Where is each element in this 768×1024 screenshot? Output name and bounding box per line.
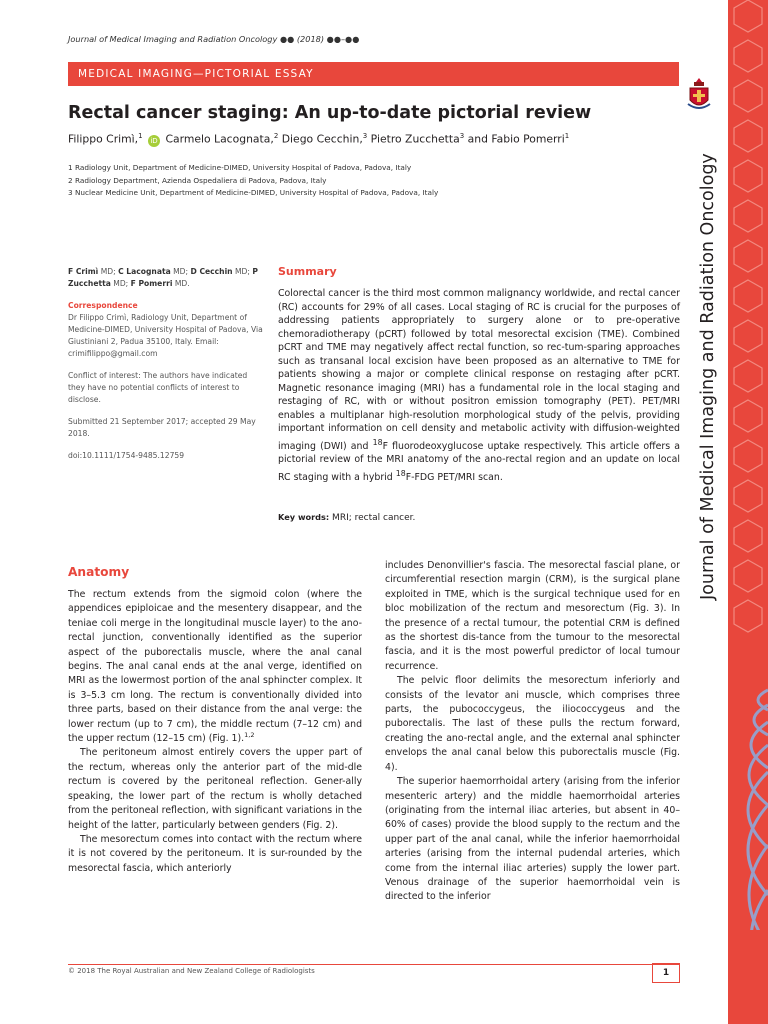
keywords <box>278 512 415 523</box>
author-list <box>68 132 569 147</box>
correspondence-heading: Correspondence <box>68 301 138 310</box>
author-name[interactable]: Carmelo Lacognata, <box>165 132 274 146</box>
body-column-right <box>385 559 680 905</box>
body-paragraph: includes Denonvillier's fascia. The mesorectal fascial plane, or circumferential resection margin (CRM), is the surgical plane exploited in TME, which is the surgical technique used for en bloc mobilization of the rectum and mesorectum (Fig. 3). In the presence of a rectal tumour, the potential CRM is defined as the shortest dis-tance from the tumour to the mesorectal fascia, and it is the most powerful predictor of local tumour recurrence. <box>385 560 680 672</box>
keywords-label: Key words: <box>278 512 330 522</box>
body-paragraph: The superior haemorrhoidal artery (arising from the inferior mesenteric artery) and the middle haemorrhoidal arteries (originating from the internal iliac arteries, but absent in 40–60% of cases) provide the blood supply to the rectum and the upper part of the anal canal, while the inferior haemorrhoidal arteries (arising from the internal pudendal arteries, which come from the internal iliac arteries) supply the lower part. Venous drainage of the superior haemorrhoidal vein is directed to the inferior <box>385 776 680 903</box>
citation-ref[interactable]: 1,2 <box>244 730 255 739</box>
article-title: Rectal cancer staging: An up-to-date pictorial review <box>68 103 592 123</box>
summary-heading: Summary <box>278 265 337 278</box>
running-head: Journal of Medical Imaging and Radiation Oncology ●● (2018) ●●–●● <box>68 34 360 44</box>
author-name[interactable]: Fabio Pomerri <box>491 132 565 146</box>
author-affil-ref: 1 <box>564 132 570 140</box>
body-column-left <box>68 588 362 876</box>
article-sidebar <box>68 266 264 472</box>
author-name[interactable]: Filippo Crimì, <box>68 132 139 146</box>
copyright: © 2018 The Royal Australian and New Zealand College of Radiologists <box>68 967 315 975</box>
author-name[interactable]: Pietro Zucchetta <box>370 132 460 146</box>
body-paragraph: The pelvic floor delimits the mesorectum inferiorly and consists of the levator ani muscle, which comprises three parts, the pubococcygeus, the iliococcygeus and the puborectalis. The last of these pulls the rectum forward, creating the ano-rectal angle, and the external anal sphincter envelops the anal canal below this puborectalis muscle (Fig. 4). <box>385 675 680 773</box>
affiliation-line: 1 Radiology Unit, Department of Medicine-DIMED, University Hospital of Padova, Padova, Italy <box>68 163 412 172</box>
page-number: 1 <box>652 963 680 983</box>
college-crest-icon <box>686 76 712 112</box>
keywords-list: MRI; rectal cancer. <box>329 513 416 523</box>
orcid-icon[interactable]: iD <box>148 135 160 147</box>
body-paragraph: The mesorectum comes into contact with the rectum where it is not covered by the peritoneum. It is sur-rounded by the mesorectal fascia, which anteriorly <box>68 833 362 874</box>
author-name[interactable]: Diego Cecchin, <box>281 132 363 146</box>
banner-label: MEDICAL IMAGING—PICTORIAL ESSAY <box>78 68 314 80</box>
affiliation-line: 2 Radiology Department, Azienda Ospedaliera di Padova, Padova, Italy <box>68 175 327 185</box>
affiliations <box>68 162 438 200</box>
authors-conjunction: and <box>467 132 488 146</box>
decorative-edge-strip <box>728 0 768 1024</box>
body-paragraph: The rectum extends from the sigmoid colon (where the appendices epiploicae and the mesentery disappear, and the teniae coli merge in the longitudinal muscle layer) to the ano-rectal junction, conventionally identified as the superior aspect of the puborectalis muscle, where the anal canal begins. The anal canal ends at the anal verge, identified on MRI as the lowermost portion of the anal sphincter complex. It is 3–5.3 cm long. The rectum is conventionally divided into three parts, based on their distance from the anal verge: the lower rectum (up to 7 cm), the middle rectum (7–12 cm) and the upper rectum (12–15 cm) (Fig. 1).$^{1,2}$ <box>68 589 362 745</box>
conflict-statement: Conflict of interest: The authors have indicated they have no potential conflicts of interest to disclose. <box>68 371 248 404</box>
body-paragraph: The peritoneum almost entirely covers the upper part of the rectum, whereas only the anterior part of the mid-dle rectum is covered by the peritoneal reflection. Gener-ally speaking, the lower part of the rectum is wholly detached from the peritoneal reflection, with significant variations in the height of the latter, particularly between genders (Fig. 2). <box>68 747 362 831</box>
author-affil-ref: 2 <box>273 132 279 140</box>
hexagon-pattern-icon <box>728 0 768 1024</box>
footer-rule <box>68 964 679 965</box>
affiliation-line: 3 Nuclear Medicine Unit, Department of Medicine-DIMED, University Hospital of Padova, Padova, Italy <box>68 188 439 197</box>
submission-dates: Submitted 21 September 2017; accepted 29 May 2018. <box>68 417 256 438</box>
section-heading-anatomy: Anatomy <box>68 565 130 579</box>
doi-link[interactable]: doi:10.1111/1754-9485.12759 <box>68 451 185 460</box>
section-banner <box>68 62 679 86</box>
author-affil-ref: 1 <box>138 132 143 140</box>
author-affil-ref: 3 <box>459 132 465 140</box>
author-credentials: F Crimì MD; C Lacognata MD; D Cecchin MD; P Zucchetta MD; F Pomerri MD. <box>68 267 258 288</box>
correspondence-text: Dr Filippo Crimì, Radiology Unit, Department of Medicine-DIMED, University Hospital of Padova, Via Giustiniani 2, Padua 35100, Italy. Email: crimifilippo@gmail.com <box>68 313 263 358</box>
summary-text: Colorectal cancer is the third most common malignancy worldwide, and rectal cancer (RC) accounts for 29% of all cases. Local staging of RC is crucial for the purposes of addressing patients appropriately to surgery alone or to pre-operative chemoradiotherapy (pCRT) followed by total mesorectal excision (TME). Combined pCRT and TME may negatively affect rectal function, so rec-tum-sparing approaches such as transanal local excision have been proposed as an alternative to TME for patients showing a major or complete clinical response on restaging after pCRT. Magnetic resonance imaging (MRI) has a fundamental role in the local staging and restaging of RC, with or without positron emission tomography (PET). PET/MRI enables a multiplanar high-resolution morphological study of the pelvis, providing important information on cell density and metabolic activity with diffusion-weighted imaging (DWI) and $^{18}$F fluorodeoxyglucose uptake respectively. This article offers a pictorial review of the MRI anatomy of the ano-rectal region and an update on local RC staging with a hybrid $^{18}$F-FDG PET/MRI scan. <box>278 288 681 483</box>
journal-side-title: Journal of Medical Imaging and Radiation Oncology <box>698 153 718 600</box>
author-affil-ref: 3 <box>362 132 368 140</box>
